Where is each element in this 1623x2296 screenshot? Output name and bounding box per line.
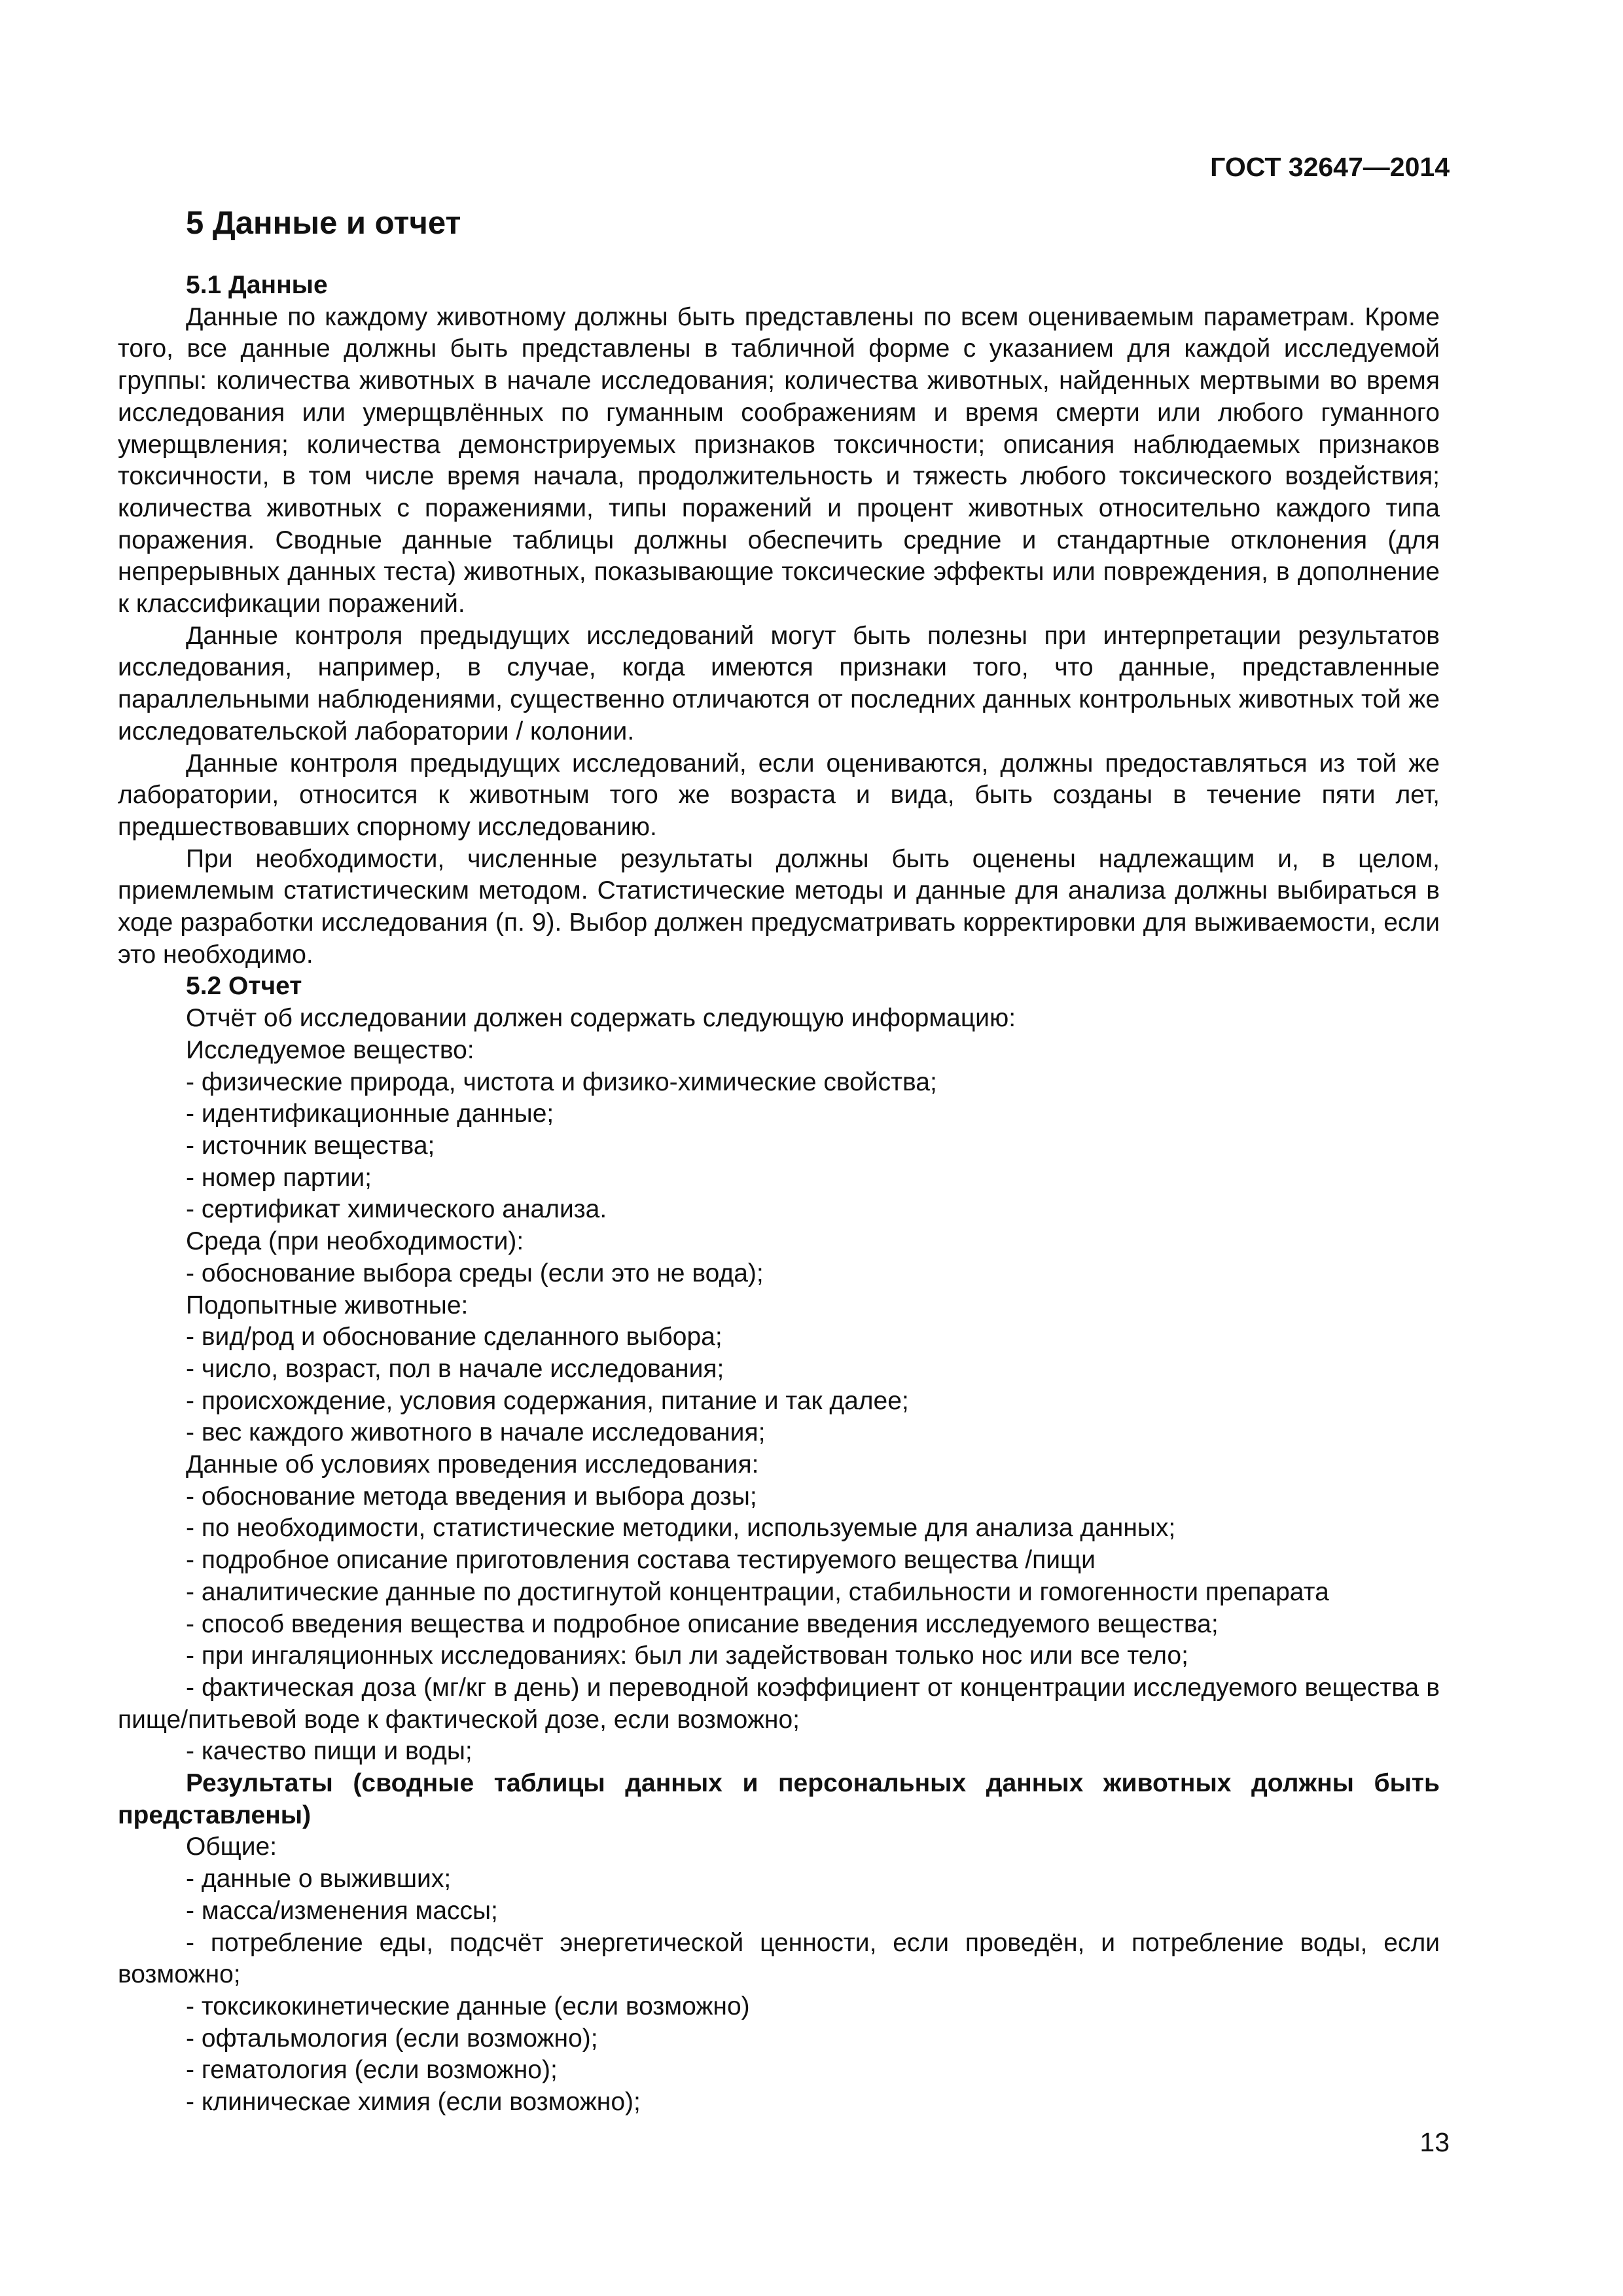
list-item: - офтальмология (если возможно); <box>186 2024 598 2053</box>
list-item: - токсикокинетические данные (если возможно) <box>186 1992 750 2020</box>
list-item: - обоснование выбора среды (если это не вода); <box>186 1259 764 1287</box>
list-item: - число, возраст, пол в начале исследования; <box>186 1354 724 1383</box>
list-item: - происхождение, условия содержания, питание и так далее; <box>186 1386 909 1415</box>
document-body <box>118 270 1440 2119</box>
report-intro: Отчёт об исследовании должен содержать следующую информацию: <box>186 1004 1016 1033</box>
list-item: - клиническае химия (если возможно); <box>186 2088 641 2117</box>
list-item: - данные о выживших; <box>186 1865 452 1893</box>
paragraph: При необходимости, численные результаты должны быть оценены надлежащим и, в целом, приемлемым статистическим методом. Статистические методы и данные для анализа должны выбираться в ходе разработки исследования (п. 9). Выбор должен предусматривать корректировки для выживаемости, если это необходимо. <box>118 844 1440 969</box>
list-item: - способ введения вещества и подробное описание введения исследуемого вещества; <box>186 1609 1219 1638</box>
page-number: 13 <box>1419 2127 1450 2157</box>
standard-number: ГОСТ 32647—2014 <box>1210 152 1450 182</box>
paragraph: Данные по каждому животному должны быть представлены по всем оцениваемым параметрам. Кроме того, все данные должны быть представлены в табличной форме с указанием для каждой исследуемой группы: количества животных в начале исследования; количества животных, найденных мертвыми во время исследования или умерщвлённых по гуманным соображениям и время смерти или любого гуманного умерщвления; количества демонстрируемых признаков токсичности; описания наблюдаемых признаков токсичности, в том числе время начала, продолжительность и тяжесть любого токсического воздействия; количества животных с поражениями, типы поражений и процент животных относительно каждого типа поражения. Сводные данные таблицы должны обеспечить средние и стандартные отклонения (для непрерывных данных теста) животных, показывающие токсические эффекты или повреждения, в дополнение к классификации поражений. <box>118 302 1440 619</box>
group-label: Общие: <box>186 1833 277 1861</box>
group-label: Среда (при необходимости): <box>186 1227 524 1256</box>
list-item: - потребление еды, подсчёт энергетической ценности, если проведён, и потребление воды, если возможно; <box>118 1928 1440 1989</box>
list-item: - физические природа, чистота и физико-химические свойства; <box>186 1067 937 1096</box>
list-item: - при ингаляционных исследованиях: был ли задействован только нос или все тело; <box>186 1641 1188 1670</box>
list-item: - гематология (если возможно); <box>186 2056 558 2085</box>
section-title: 5 Данные и отчет <box>186 206 461 241</box>
group-label: Данные об условиях проведения исследования: <box>186 1450 759 1479</box>
results-heading: Результаты (сводные таблицы данных и персональных данных животных должны быть представлены) <box>118 1769 1440 1829</box>
list-item: - вид/род и обоснование сделанного выбора; <box>186 1323 722 1352</box>
list-item: - по необходимости, статистические методики, используемые для анализа данных; <box>186 1514 1176 1543</box>
list-item: - обоснование метода введения и выбора дозы; <box>186 1482 757 1511</box>
list-item: - источник вещества; <box>186 1131 435 1160</box>
list-item: - масса/изменения массы; <box>186 1896 498 1925</box>
list-item: - подробное описание приготовления состава тестируемого вещества /пищи <box>186 1546 1096 1575</box>
paragraph: Данные контроля предыдущих исследований, если оцениваются, должны предоставляться из той же лаборатории, относится к животным того же возраста и вида, быть созданы в течение пяти лет, предшествовавших спорному исследованию. <box>118 749 1440 841</box>
list-item: - фактическая доза (мг/кг в день) и переводной коэффициент от концентрации исследуемого вещества в пище/питьевой воде к фактической дозе, если возможно; <box>118 1673 1440 1734</box>
list-item: - вес каждого животного в начале исследования; <box>186 1418 766 1447</box>
list-item: - качество пищи и воды; <box>186 1737 473 1766</box>
subsection-heading: 5.2 Отчет <box>186 972 302 1001</box>
list-item: - аналитические данные по достигнутой концентрации, стабильности и гомогенности препарата <box>186 1577 1329 1606</box>
list-item: - сертификат химического анализа. <box>186 1195 607 1224</box>
paragraph: Данные контроля предыдущих исследований могут быть полезны при интерпретации результатов исследования, например, в случае, когда имеются признаки того, что данные, представленные параллельными наблюдениями, существенно отличаются от последних данных контрольных животных той же исследовательской лаборатории / колонии. <box>118 621 1440 745</box>
group-label: Исследуемое вещество: <box>186 1035 474 1064</box>
subsection-heading: 5.1 Данные <box>186 271 328 299</box>
list-item: - номер партии; <box>186 1163 372 1192</box>
list-item: - идентификационные данные; <box>186 1100 554 1128</box>
group-label: Подопытные животные: <box>186 1291 469 1319</box>
